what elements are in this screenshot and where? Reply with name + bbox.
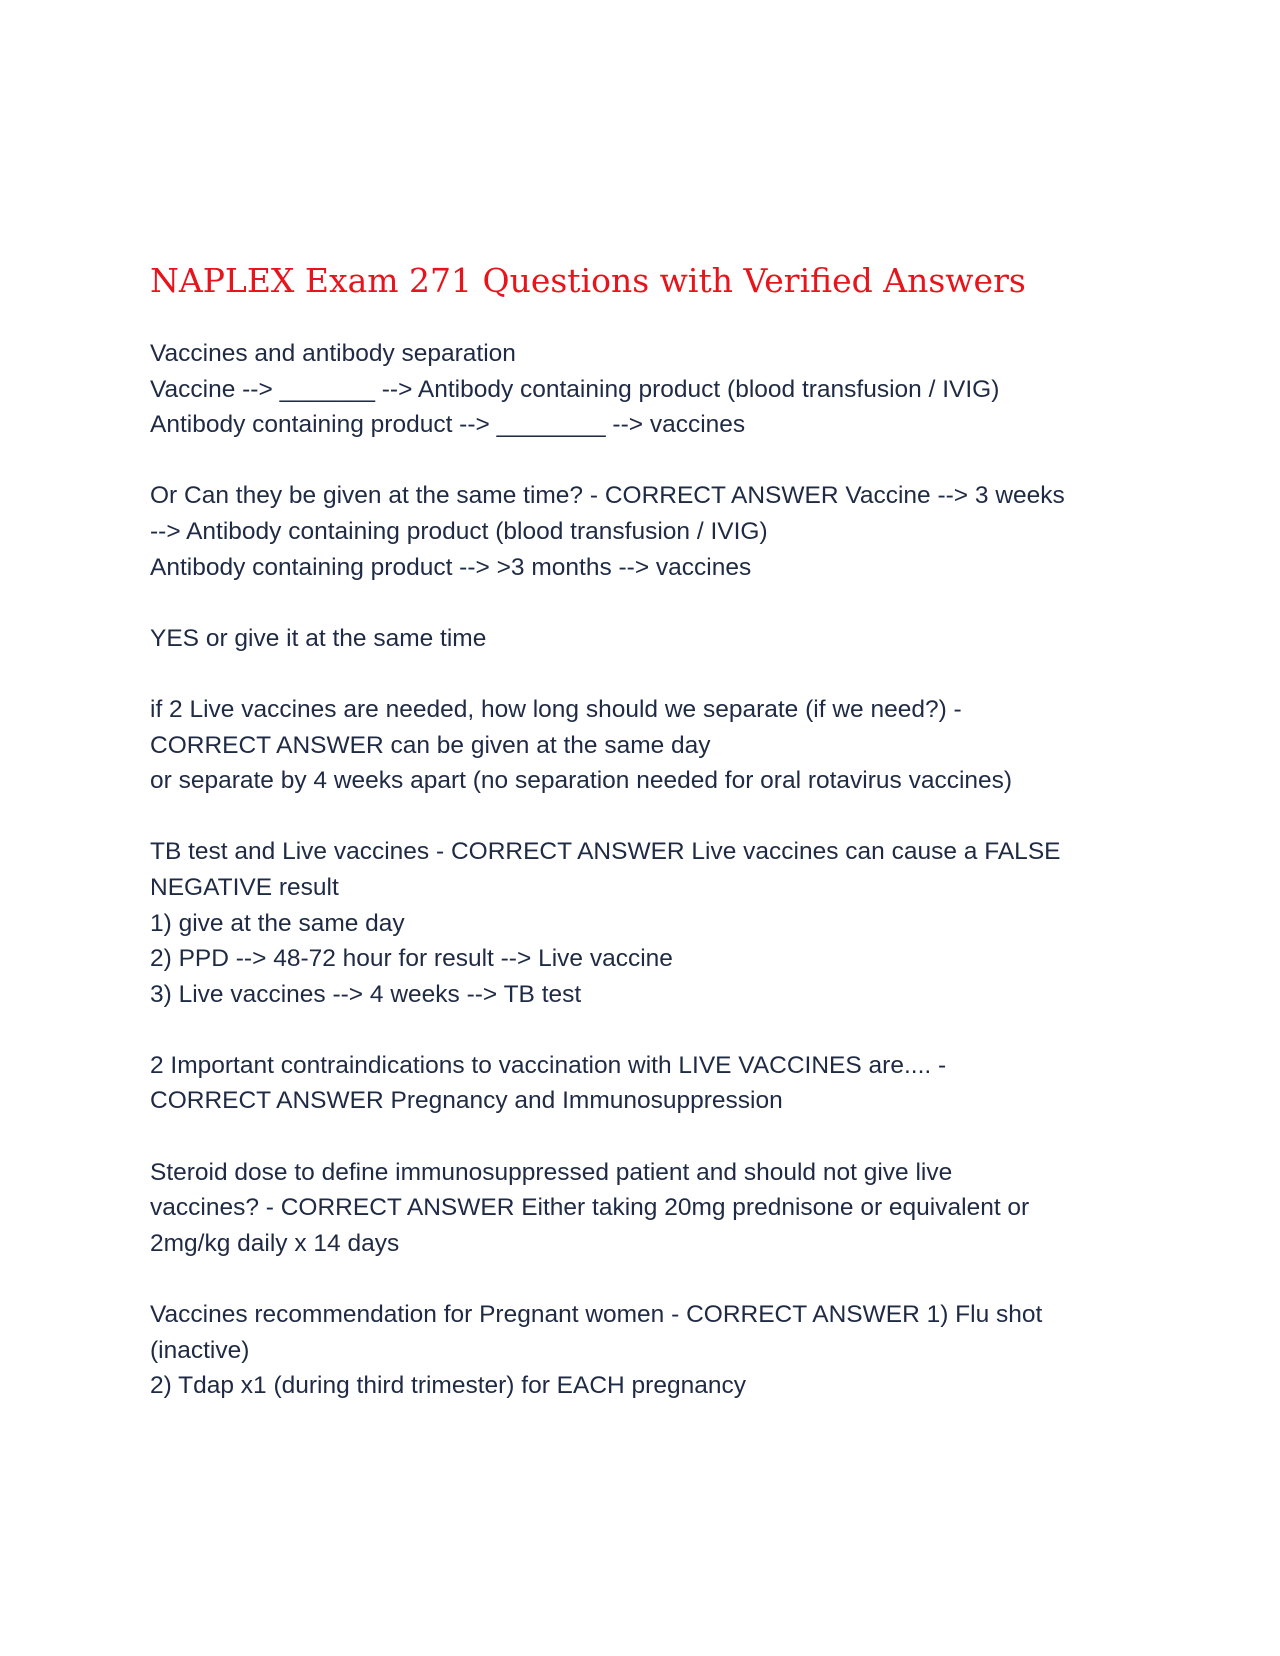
text-line: Antibody containing product --> ________ --> vaccines [150,411,746,439]
text-line: or separate by 4 weeks apart (no separation needed for oral rotavirus vaccines) [150,767,1013,795]
paragraph-tb-test [150,834,1130,1012]
text-line: 2) Tdap x1 (during third trimester) for EACH pregnancy [150,1372,746,1400]
paragraph-steroid-dose [150,1155,1130,1262]
text-line: --> Antibody containing product (blood transfusion / IVIG) [150,517,768,545]
text-line: Vaccines recommendation for Pregnant women - CORRECT ANSWER 1) Flu shot [150,1301,1043,1329]
paragraph-same-time-answer [150,478,1130,585]
text-line: 1) give at the same day [150,909,405,937]
paragraph-pregnant-women [150,1297,1130,1404]
text-line: 3) Live vaccines --> 4 weeks --> TB test [150,980,582,1008]
text-line: Vaccine --> _______ --> Antibody containing product (blood transfusion / IVIG) [150,375,1000,403]
text-line: YES or give it at the same time [150,624,487,652]
text-line: 2mg/kg daily x 14 days [150,1229,400,1257]
document-body [150,336,1130,1439]
text-line: Antibody containing product --> >3 months --> vaccines [150,553,752,581]
text-line: Or Can they be given at the same time? - CORRECT ANSWER Vaccine --> 3 weeks [150,482,1065,510]
paragraph-contraindications [150,1048,1130,1119]
text-line: (inactive) [150,1336,250,1364]
paragraph-two-live-vaccines [150,692,1130,799]
paragraph-vaccine-antibody-separation [150,336,1130,443]
text-line: 2 Important contraindications to vaccination with LIVE VACCINES are.... - [150,1051,947,1079]
text-line: CORRECT ANSWER can be given at the same day [150,731,711,759]
paragraph-yes-same-time [150,621,1130,657]
text-line: TB test and Live vaccines - CORRECT ANSWER Live vaccines can cause a FALSE [150,838,1061,866]
text-line: vaccines? - CORRECT ANSWER Either taking 20mg prednisone or equivalent or [150,1194,1030,1222]
document-title: NAPLEX Exam 271 Questions with Verified Answers [150,261,1026,300]
text-line: if 2 Live vaccines are needed, how long should we separate (if we need?) - [150,695,962,723]
text-line: NEGATIVE result [150,873,339,901]
text-line: Vaccines and antibody separation [150,340,516,367]
text-line: 2) PPD --> 48-72 hour for result --> Live vaccine [150,945,673,973]
text-line: Steroid dose to define immunosuppressed patient and should not give live [150,1158,953,1186]
text-line: CORRECT ANSWER Pregnancy and Immunosuppression [150,1087,783,1115]
